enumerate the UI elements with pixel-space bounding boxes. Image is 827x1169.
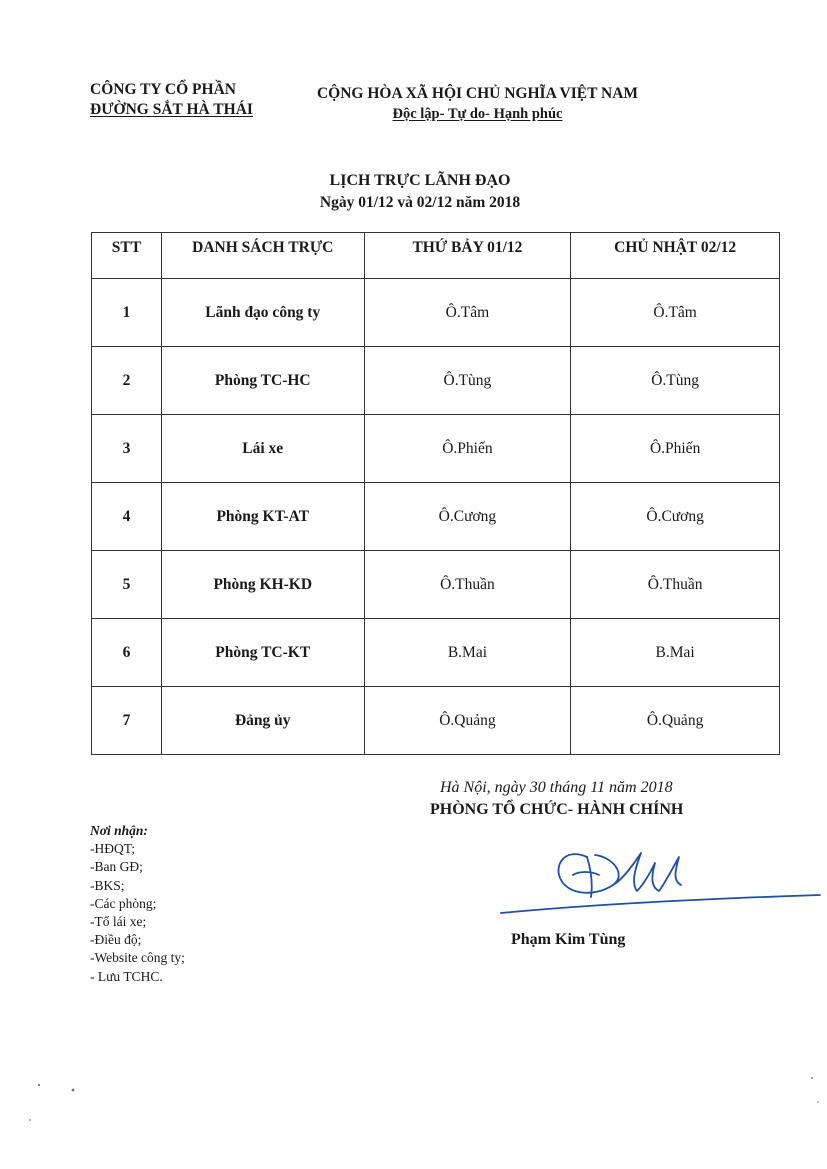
row-saturday-person: Ô.Quảng: [364, 687, 571, 755]
row-sunday-person: Ô.Phiến: [571, 415, 780, 483]
row-sunday-person: Ô.Cương: [571, 483, 780, 551]
row-department: Phòng TC-HC: [161, 347, 364, 415]
recipient-item: - Lưu TCHC.: [90, 968, 163, 984]
signer-name: Phạm Kim Tùng: [511, 931, 626, 948]
row-department: Phòng KH-KD: [161, 551, 364, 619]
row-stt: 6: [92, 619, 162, 687]
recipient-item: -Ban GĐ;: [90, 859, 143, 875]
national-header: [300, 84, 655, 124]
row-sunday-person: Ô.Tùng: [571, 347, 780, 415]
header-duty-list: DANH SÁCH TRỰC: [161, 233, 364, 279]
row-sunday-person: B.Mai: [571, 619, 780, 687]
document-title: LỊCH TRỰC LÃNH ĐẠO: [329, 172, 511, 189]
row-saturday-person: B.Mai: [364, 619, 571, 687]
company-name-block: [90, 80, 253, 120]
table-row: [92, 687, 780, 755]
header-sunday: CHỦ NHẬT 02/12: [571, 233, 780, 279]
row-saturday-person: Ô.Tùng: [364, 347, 571, 415]
row-department: Lái xe: [161, 415, 364, 483]
row-sunday-person: Ô.Quảng: [571, 687, 780, 755]
table-row: [92, 415, 780, 483]
row-stt: 7: [92, 687, 162, 755]
company-name-line1: CÔNG TY CỔ PHẦN: [90, 81, 236, 98]
table-row: [92, 347, 780, 415]
signing-department: PHÒNG TỔ CHỨC- HÀNH CHÍNH: [430, 801, 684, 818]
table-header-row: [92, 233, 780, 279]
row-saturday-person: Ô.Thuần: [364, 551, 571, 619]
row-stt: 4: [92, 483, 162, 551]
row-sunday-person: Ô.Thuần: [571, 551, 780, 619]
row-department: Phòng TC-KT: [161, 619, 364, 687]
table-row: [92, 279, 780, 347]
row-stt: 5: [92, 551, 162, 619]
nation-motto: Độc lập- Tự do- Hạnh phúc: [392, 106, 563, 122]
row-stt: 3: [92, 415, 162, 483]
recipient-item: -Các phòng;: [90, 895, 157, 911]
handwritten-signature: [495, 835, 825, 925]
header-stt: STT: [92, 233, 162, 279]
document-subtitle: Ngày 01/12 và 02/12 năm 2018: [319, 194, 521, 211]
row-department: Đảng ủy: [161, 687, 364, 755]
recipient-item: -Điều độ;: [90, 932, 142, 948]
recipient-item: -Website công ty;: [90, 950, 185, 966]
document-title-block: [220, 170, 620, 214]
recipients-block: [90, 822, 185, 986]
duty-schedule-table: [91, 232, 780, 755]
row-department: Phòng KT-AT: [161, 483, 364, 551]
company-name-line2: ĐƯỜNG SẮT HÀ THÁI: [90, 101, 253, 118]
recipient-item: -Tổ lái xe;: [90, 914, 147, 930]
recipient-item: -HĐQT;: [90, 841, 135, 857]
header-saturday: THỨ BẢY 01/12: [364, 233, 571, 279]
recipients-title: Nơi nhận:: [90, 823, 148, 838]
row-sunday-person: Ô.Tâm: [571, 279, 780, 347]
table-row: [92, 619, 780, 687]
table-row: [92, 551, 780, 619]
nation-name: CỘNG HÒA XÃ HỘI CHỦ NGHĨA VIỆT NAM: [316, 85, 639, 102]
row-saturday-person: Ô.Phiến: [364, 415, 571, 483]
row-stt: 2: [92, 347, 162, 415]
row-saturday-person: Ô.Tâm: [364, 279, 571, 347]
row-stt: 1: [92, 279, 162, 347]
table-row: [92, 483, 780, 551]
row-department: Lãnh đạo công ty: [161, 279, 364, 347]
date-place: Hà Nội, ngày 30 tháng 11 năm 2018: [440, 779, 673, 796]
recipient-item: -BKS;: [90, 877, 125, 893]
row-saturday-person: Ô.Cương: [364, 483, 571, 551]
